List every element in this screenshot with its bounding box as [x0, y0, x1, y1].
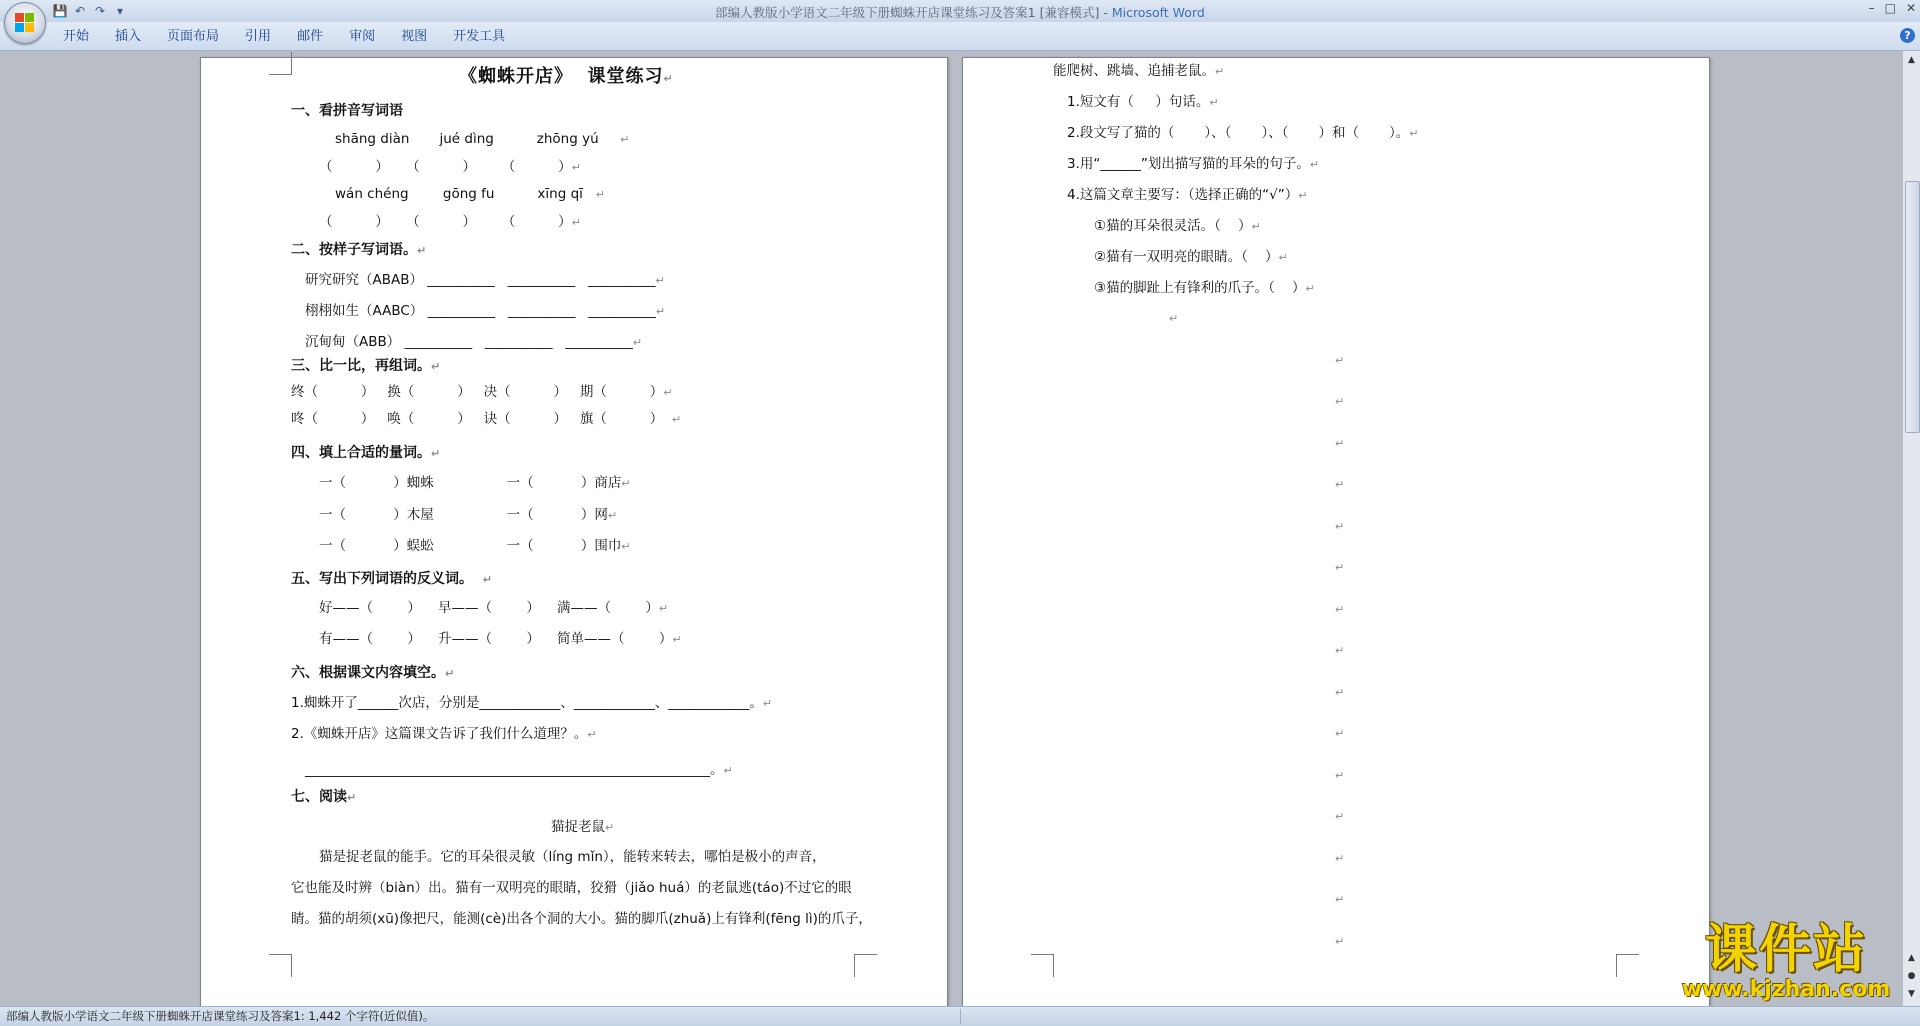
compare-row-1: [291, 383, 673, 402]
measure-item: 一（ ）商店: [506, 475, 622, 491]
paragraph-mark: ↵: [620, 133, 630, 146]
paragraph-mark: ↵: [1335, 644, 1345, 657]
passage-line-2: 它也能及时辨（biàn）出。猫有一双明亮的眼睛，狡猾（jiǎo huá）的老鼠逃(táo)不过它的眼: [291, 880, 852, 896]
answer-line[interactable]: __________: [507, 272, 576, 288]
status-divider: [960, 1009, 961, 1024]
pinyin-item: xīng qī: [537, 186, 583, 202]
app-name: Microsoft Word: [1111, 5, 1205, 20]
paragraph-mark: ↵: [1335, 395, 1345, 408]
status-bar: [0, 1006, 1920, 1026]
paragraph-mark: ↵: [663, 72, 674, 85]
answer-line[interactable]: __________: [427, 272, 495, 288]
section-7-heading: [291, 788, 356, 807]
site-watermark: [1672, 919, 1900, 1004]
antonym-item: 升——（ ）: [438, 631, 540, 647]
tab-home[interactable]: 开始: [63, 29, 90, 44]
paragraph-mark: ↵: [672, 633, 682, 646]
paragraph-mark: ↵: [658, 602, 669, 615]
paragraph-mark: ↵: [1335, 935, 1345, 948]
section-6-heading: [291, 664, 454, 683]
passage-title-text: 猫捉老鼠: [551, 819, 605, 835]
paragraph-mark: ↵: [482, 573, 492, 586]
page-title-text: 《蜘蛛开店》 课堂练习: [459, 66, 664, 87]
passage-title: [551, 818, 614, 837]
window-title: [0, 3, 1920, 21]
pinyin-item: wán chéng: [335, 186, 409, 202]
paragraph-mark: ↵: [587, 728, 597, 741]
antonym-row-1: [319, 599, 668, 618]
paragraph-mark: ↵: [1215, 65, 1225, 78]
select-browse-object-icon[interactable]: ●: [1907, 971, 1916, 981]
window-controls: [1869, 1, 1916, 15]
section-3-heading-text: 三、比一比，再组词。: [291, 358, 431, 374]
tab-references[interactable]: 引用: [245, 29, 272, 44]
tab-mailings[interactable]: 邮件: [297, 29, 324, 44]
antonym-item: 早——（ ）: [438, 600, 540, 616]
measure-item: 一（ ）蜈蚣: [319, 538, 434, 554]
paragraph-mark: ↵: [762, 697, 773, 710]
antonym-item: 满——（ ）: [557, 600, 659, 616]
question-text: 2.段文写了猫的（ ）、（ ）、（ ）和（ ）。: [1067, 125, 1410, 141]
crop-mark: [854, 954, 877, 977]
help-icon[interactable]: ?: [1900, 28, 1915, 43]
measure-word-row-3: [319, 537, 631, 556]
previous-page-icon[interactable]: ▲: [1908, 953, 1915, 963]
option-text: ③猫的脚趾上有锋利的爪子。（ ）: [1094, 280, 1306, 296]
tab-insert[interactable]: 插入: [115, 29, 142, 44]
paragraph-mark: ↵: [431, 360, 441, 373]
pinyin-item: gōng fu: [442, 186, 495, 202]
antonym-item: 有——（ ）: [319, 631, 421, 647]
maximize-button[interactable]: □: [1884, 1, 1896, 15]
document-workspace: [0, 51, 1903, 1006]
passage-continuation: [1053, 62, 1224, 81]
answer-line-long[interactable]: [305, 761, 733, 780]
answer-line[interactable]: __________: [484, 334, 553, 350]
paragraph-mark: ↵: [1298, 189, 1308, 202]
paragraph-mark: ↵: [1335, 561, 1345, 574]
paragraph-mark: ↵: [445, 667, 455, 680]
answer-line[interactable]: __________: [565, 334, 633, 350]
question-text: 1.短文有（ ）句话。: [1067, 94, 1210, 110]
compare-item: 咚（ ）: [291, 411, 375, 427]
answer-blank[interactable]: （ ）: [319, 214, 389, 230]
section-7-heading-text: 七、阅读: [291, 789, 347, 805]
crop-mark: [1616, 954, 1639, 977]
paragraph-mark: ↵: [571, 161, 581, 174]
passage-text: 能爬树、跳墙、追捕老鼠。: [1053, 63, 1215, 79]
measure-word-row-2: [319, 506, 617, 525]
compare-item: 期（ ）: [579, 384, 664, 400]
question-text: 3.用“______”划出描写猫的耳朵的句子。: [1067, 156, 1310, 172]
save-icon[interactable]: 💾: [52, 3, 68, 18]
section-5-heading-text: 五、写出下列词语的反义词。: [291, 571, 473, 587]
close-button[interactable]: ✕: [1905, 1, 1916, 15]
paragraph-mark: ↵: [655, 305, 666, 318]
compare-item: 诀（ ）: [483, 411, 568, 427]
answer-line[interactable]: __________: [427, 303, 496, 319]
paragraph-mark: ↵: [1335, 437, 1345, 450]
ribbon-tabs: [50, 28, 518, 46]
minimize-button[interactable]: –: [1868, 1, 1875, 15]
section-4-heading: [291, 444, 440, 463]
paragraph-mark: ↵: [621, 477, 631, 490]
scroll-up-icon[interactable]: ▲: [1908, 55, 1915, 65]
next-page-icon[interactable]: ▼: [1908, 989, 1915, 999]
paragraph-mark: ↵: [595, 188, 605, 201]
answer-blank[interactable]: （ ）: [501, 159, 572, 175]
pinyin-row-1: [335, 130, 629, 149]
answer-blank[interactable]: （ ）: [406, 214, 477, 230]
compare-item: 唤（ ）: [387, 411, 471, 427]
section-5-heading: [291, 570, 492, 589]
measure-item: 一（ ）围巾: [506, 538, 622, 554]
vertical-scrollbar[interactable]: [1902, 51, 1920, 1006]
paragraph-mark: ↵: [607, 509, 618, 522]
watermark-main: 课件站: [1704, 919, 1867, 980]
paragraph-mark: ↵: [1335, 354, 1345, 367]
measure-item: 一（ ）网: [506, 507, 608, 523]
paragraph-mark: ↵: [723, 764, 733, 777]
blank-row-1: [319, 158, 581, 177]
paragraph-mark: ↵: [655, 274, 665, 287]
office-logo-icon: [15, 13, 35, 33]
status-text: 部编人教版小学语文二年级下册蜘蛛开店课堂练习及答案1: 1,442 个字符(近似值)。: [6, 1009, 435, 1023]
answer-line[interactable]: __________: [588, 272, 656, 288]
compare-item: 决（ ）: [483, 384, 568, 400]
reading-question-1: [1067, 93, 1219, 112]
paragraph-mark: ↵: [1335, 603, 1345, 616]
choice-option-3: [1094, 279, 1315, 298]
passage-line-3: 睛。猫的胡须(xū)像把尺，能测(cè)出各个洞的大小。猫的脚爪(zhuǎ)上有锋利(fēng lì)的爪子，: [291, 911, 872, 927]
pinyin-row-2: [335, 185, 605, 204]
paragraph-mark: ↵: [1335, 893, 1345, 906]
pinyin-item: zhōng yú: [536, 131, 599, 147]
option-text: ①猫的耳朵很灵活。（ ）: [1094, 218, 1252, 234]
compare-item: 终（ ）: [291, 384, 375, 400]
pinyin-item: jué dìng: [439, 131, 494, 147]
undo-icon[interactable]: ↶: [74, 3, 86, 18]
answer-line[interactable]: __________: [404, 334, 473, 350]
office-button[interactable]: [4, 2, 46, 44]
measure-item: 一（ ）蜘蛛: [319, 475, 434, 491]
paragraph-mark: ↵: [1335, 810, 1345, 823]
paragraph-mark: ↵: [1169, 312, 1179, 325]
section-1-heading: 一、看拼音写词语: [291, 103, 403, 119]
antonym-item: 简单——（ ）: [557, 631, 673, 647]
fill-question-1: [291, 694, 772, 713]
paragraph-mark: ↵: [1278, 251, 1288, 264]
customize-qat-icon[interactable]: ▾: [116, 3, 124, 18]
pattern-label: 研究研究（ABAB）: [305, 272, 423, 288]
tab-page-layout[interactable]: 页面布局: [167, 29, 220, 44]
document-title: 部编人教版小学语文二年级下册蜘蛛开店课堂练习及答案1 [兼容模式] -: [715, 5, 1112, 20]
antonym-row-2: [319, 630, 682, 649]
answer-line[interactable]: __________: [507, 303, 576, 319]
question-text: 1.蜘蛛开了______次店，分别是____________、____________、____________。: [291, 695, 763, 711]
paragraph-mark: ↵: [663, 386, 673, 399]
pinyin-item: shāng diàn: [335, 131, 410, 147]
paragraph-mark: ↵: [1335, 478, 1345, 491]
reading-question-2: [1067, 124, 1419, 143]
section-6-heading-text: 六、根据课文内容填空。: [291, 665, 445, 681]
pattern-row-abb: [305, 333, 642, 352]
answer-blank[interactable]: （ ）: [501, 214, 572, 230]
paragraph-mark: ↵: [431, 447, 441, 460]
choice-option-2: [1094, 248, 1288, 267]
section-3-heading: [291, 357, 440, 376]
page-title: [459, 68, 674, 88]
paragraph-mark: ↵: [1335, 727, 1345, 740]
answer-line[interactable]: ____________________________________________________________。: [305, 762, 724, 778]
paragraph-mark: ↵: [1335, 686, 1345, 699]
paragraph-mark: ↵: [671, 413, 682, 426]
blank-row-2: [319, 213, 581, 232]
reading-question-4: [1067, 186, 1307, 205]
scrollbar-thumb[interactable]: [1905, 181, 1920, 433]
choice-option-1: [1094, 217, 1261, 236]
reading-question-3: [1067, 155, 1319, 174]
question-text: 2.《蜘蛛开店》这篇课文告诉了我们什么道理？。: [291, 726, 588, 742]
paragraph-mark: ↵: [1335, 769, 1345, 782]
watermark-url: www.kjzhan.com: [1681, 977, 1891, 1002]
paragraph-mark: ↵: [1309, 158, 1320, 171]
antonym-item: 好——（ ）: [319, 600, 421, 616]
section-2-heading-text: 二、按样子写词语。: [291, 242, 417, 258]
paragraph-mark: ↵: [1209, 96, 1219, 109]
tab-view[interactable]: 视图: [401, 29, 428, 44]
title-bar: [0, 0, 1920, 23]
answer-blank[interactable]: （ ）: [319, 159, 389, 175]
tab-review[interactable]: 审阅: [349, 29, 376, 44]
section-2-heading: [291, 241, 426, 260]
paragraph-mark: ↵: [417, 244, 427, 257]
redo-icon[interactable]: ↷: [94, 3, 106, 18]
compare-row-2: [291, 410, 681, 429]
crop-mark: [1031, 954, 1054, 977]
document-page-2[interactable]: [962, 57, 1710, 1006]
measure-item: 一（ ）木屋: [319, 507, 434, 523]
ribbon-tabs-bar: [0, 22, 1920, 51]
measure-word-row-1: [319, 474, 631, 493]
option-text: ②猫有一双明亮的眼睛。（ ）: [1094, 249, 1279, 265]
paragraph-mark: ↵: [621, 540, 631, 553]
question-text: 4.这篇文章主要写：（选择正确的“√”）: [1067, 187, 1299, 203]
paragraph-mark: ↵: [1305, 282, 1315, 295]
paragraph-mark: ↵: [1335, 852, 1345, 865]
paragraph-mark: ↵: [347, 791, 357, 804]
pattern-row-aabc: [305, 302, 665, 321]
paragraph-mark: ↵: [1409, 127, 1419, 140]
crop-mark: [269, 954, 292, 977]
paragraph-mark: ↵: [1335, 520, 1345, 533]
tab-developer[interactable]: 开发工具: [453, 29, 506, 44]
answer-blank[interactable]: （ ）: [406, 159, 477, 175]
document-page-1[interactable]: [200, 57, 948, 1006]
answer-line[interactable]: __________: [588, 303, 656, 319]
pattern-label: 沉甸甸（ABB）: [305, 334, 401, 350]
crop-mark: [269, 52, 292, 75]
section-4-heading-text: 四、填上合适的量词。: [291, 445, 431, 461]
paragraph-mark: ↵: [605, 821, 615, 834]
pattern-label: 栩栩如生（AABC）: [305, 303, 424, 319]
pattern-row-abab: [305, 271, 665, 290]
paragraph-mark: ↵: [632, 336, 643, 349]
fill-question-2: [291, 725, 597, 744]
paragraph-mark: ↵: [571, 216, 581, 229]
compare-item: 换（ ）: [387, 384, 471, 400]
paragraph-mark: ↵: [1251, 220, 1261, 233]
compare-item: 旗（ ）: [579, 411, 664, 427]
passage-line-1: 猫是捉老鼠的能手。它的耳朵很灵敏（líng mǐn），能转来转去，哪怕是极小的声音，: [319, 849, 826, 865]
